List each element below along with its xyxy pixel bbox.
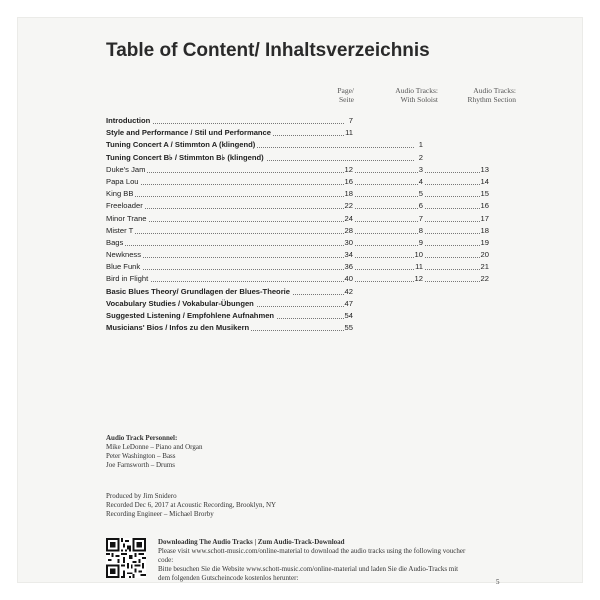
- recording-credits: [106, 492, 406, 519]
- toc-leader-dots: [110, 233, 480, 234]
- download-line: code:: [158, 556, 174, 564]
- toc-entry[interactable]: [106, 287, 506, 299]
- toc-page-number: 18: [344, 189, 353, 199]
- toc-entry-label: King BB: [106, 189, 134, 199]
- toc-leader-dots: [110, 245, 480, 246]
- toc-entry[interactable]: [106, 153, 506, 165]
- toc-entry-label: Newkness: [106, 250, 142, 260]
- toc-entry[interactable]: [106, 274, 506, 286]
- credit-line: Recorded Dec 6, 2017 at Acoustic Recording, Brooklyn, NY: [106, 501, 277, 509]
- toc-rhythm-track: 14: [480, 176, 489, 186]
- page-title: Table of Content/ Inhaltsverzeichnis: [106, 40, 430, 61]
- toc-entry-label: Mister T: [106, 225, 134, 235]
- toc-soloist-track: 10: [414, 250, 423, 260]
- toc-entry[interactable]: [106, 250, 506, 262]
- toc-entry[interactable]: [106, 128, 506, 140]
- download-line: Please visit www.schott-music.com/online-material to download the audio tracks using the following voucher: [158, 547, 466, 555]
- toc-soloist-track: 3: [418, 164, 423, 174]
- download-line: Bitte besuchen Sie die Website www.schott-music.com/online-material und laden Sie die Audio-Tracks mit: [158, 565, 459, 573]
- toc-page-number: 40: [344, 274, 353, 284]
- toc-entry-label: Style and Performance / Stil und Performance: [106, 128, 272, 138]
- toc-entry[interactable]: [106, 238, 506, 250]
- toc-leader-dots: [110, 196, 480, 197]
- toc-leader-dots: [110, 184, 480, 185]
- column-header-rhythm: Audio Tracks: Rhythm Section: [467, 86, 516, 104]
- toc-page-number: 28: [344, 225, 353, 235]
- toc-page-number: 7: [348, 116, 353, 125]
- toc-page-number: 47: [344, 298, 353, 308]
- personnel-line: Joe Farnsworth – Drums: [106, 461, 176, 469]
- toc-page-number: 42: [344, 286, 353, 296]
- toc-entry[interactable]: [106, 323, 506, 335]
- qr-code-icon[interactable]: [106, 538, 146, 578]
- toc-page-number: 24: [344, 213, 353, 223]
- toc-entry-label: Musicians' Bios / Infos zu den Musikern: [106, 323, 250, 333]
- download-line: dem folgenden Gutscheincode kostenlos herunter:: [158, 574, 299, 582]
- toc-page-number: 16: [344, 176, 353, 186]
- toc-page-number: 30: [344, 237, 353, 247]
- toc-leader-dots: [110, 257, 480, 258]
- toc-entry-label: Basic Blues Theory/ Grundlagen der Blues-Theorie: [106, 286, 290, 296]
- toc-rhythm-track: 19: [480, 237, 489, 247]
- toc-soloist-track: 1: [418, 140, 423, 150]
- toc-rhythm-track: 15: [480, 189, 489, 199]
- toc-page-number: 12: [344, 164, 353, 174]
- toc-page-number: 34: [344, 250, 353, 260]
- book-page: [18, 18, 582, 586]
- download-instructions: [158, 538, 506, 583]
- toc-entry[interactable]: [106, 189, 506, 201]
- toc-rhythm-track: 20: [480, 250, 489, 260]
- toc-entry[interactable]: [106, 177, 506, 189]
- toc-page-number: 22: [344, 201, 353, 211]
- toc-page-number: 11: [345, 128, 353, 138]
- toc-rhythm-track: 21: [480, 262, 489, 272]
- toc-soloist-track: 9: [418, 237, 423, 247]
- toc-rhythm-track: 22: [480, 274, 489, 284]
- toc-entry-label: Vocabulary Studies / Vokabular-Übungen: [106, 298, 254, 308]
- toc-leader-dots: [110, 221, 480, 222]
- toc-entry-label: Suggested Listening / Empfohlene Aufnahmen: [106, 311, 275, 320]
- toc-soloist-track: 6: [418, 201, 423, 211]
- page-number: 5: [496, 578, 500, 586]
- credit-line: Recording Engineer – Michael Brorby: [106, 510, 214, 518]
- toc-entry-label: Tuning Concert A / Stimmton A (klingend): [106, 140, 256, 150]
- download-title: Downloading The Audio Tracks | Zum Audio-Track-Download: [158, 538, 345, 546]
- toc-soloist-track: 7: [418, 213, 423, 223]
- toc-soloist-track: 11: [415, 262, 423, 272]
- toc-leader-dots: [110, 172, 480, 173]
- toc-soloist-track: 12: [414, 274, 423, 284]
- toc-leader-dots: [110, 269, 480, 270]
- toc-rhythm-track: 17: [480, 213, 489, 223]
- toc-entry-label: Duke's Jam: [106, 164, 146, 174]
- toc-entry[interactable]: [106, 299, 506, 311]
- personnel-line: Mike LeDonne – Piano and Organ: [106, 443, 203, 451]
- toc-soloist-track: 2: [418, 152, 423, 162]
- column-header-soloist: Audio Tracks: With Soloist: [395, 86, 438, 104]
- toc-soloist-track: 4: [418, 176, 423, 186]
- personnel-title: Audio Track Personnel:: [106, 434, 178, 442]
- toc-entry-label: Blue Funk: [106, 262, 141, 272]
- toc-entry-label: Tuning Concert B♭ / Stimmton B♭ (klingend): [106, 152, 264, 162]
- toc-entry-label: Introduction: [106, 116, 151, 125]
- toc-rhythm-track: 13: [480, 164, 489, 174]
- personnel-line: Peter Washington – Bass: [106, 452, 176, 460]
- toc-entry[interactable]: [106, 214, 506, 226]
- toc-entry-label: Freeloader: [106, 201, 143, 211]
- toc-entry[interactable]: [106, 311, 506, 323]
- toc-page-number: 54: [344, 311, 353, 320]
- toc-entry-label: Minor Trane: [106, 213, 147, 223]
- credit-line: Produced by Jim Snidero: [106, 492, 177, 500]
- toc-page-number: 36: [344, 262, 353, 272]
- toc-rhythm-track: 16: [480, 201, 489, 211]
- toc-entry[interactable]: [106, 201, 506, 213]
- toc-entry-label: Papa Lou: [106, 176, 139, 186]
- toc-entry-label: Bags: [106, 237, 124, 247]
- toc-entry[interactable]: [106, 165, 506, 177]
- toc-leader-dots: [110, 208, 480, 209]
- toc-page-number: 55: [344, 323, 353, 333]
- toc-rhythm-track: 18: [480, 225, 489, 235]
- toc-entry[interactable]: [106, 226, 506, 238]
- column-header-page: Page/ Seite: [337, 86, 354, 104]
- toc-entry[interactable]: [106, 262, 506, 274]
- toc-soloist-track: 5: [418, 189, 423, 199]
- toc-entry[interactable]: [106, 116, 506, 128]
- audio-personnel: [106, 434, 406, 470]
- table-of-contents: [106, 116, 506, 335]
- toc-entry[interactable]: [106, 140, 506, 152]
- toc-soloist-track: 8: [418, 225, 423, 235]
- toc-leader-dots: [110, 281, 480, 282]
- toc-entry-label: Bird in Flight: [106, 274, 149, 284]
